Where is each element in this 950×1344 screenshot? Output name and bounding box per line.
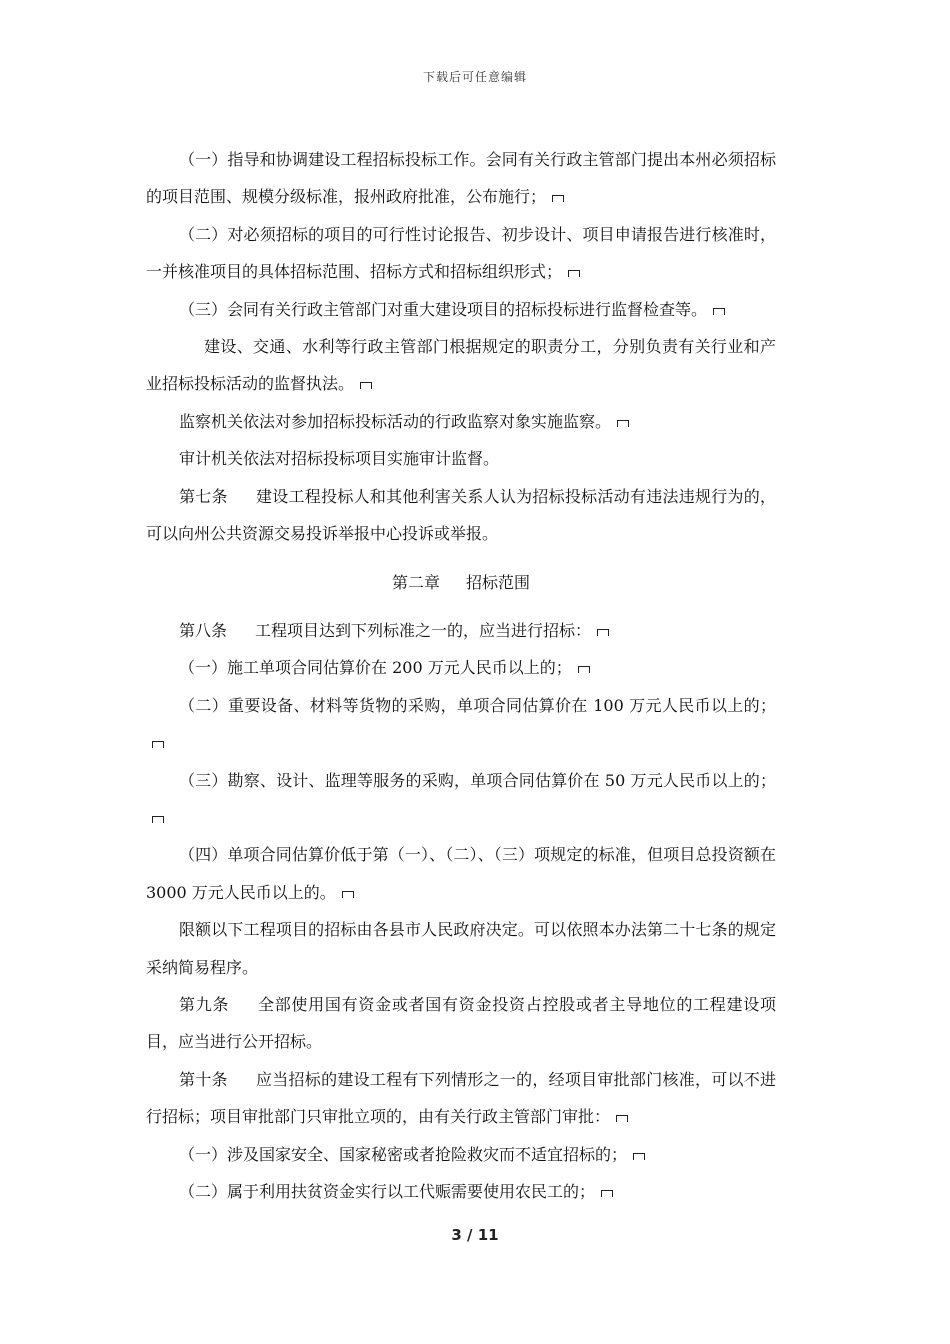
article-8: 第八条 工程项目达到下列标准之一的，应当进行招标： bbox=[146, 612, 776, 649]
paragraph-mark-icon bbox=[578, 666, 590, 673]
chapter-title: 招标范围 bbox=[466, 573, 531, 593]
chapter-heading bbox=[146, 564, 776, 601]
article-label: 第十条 bbox=[179, 1069, 228, 1089]
paragraph: 监察机关依法对参加招标投标活动的行政监察对象实施监察。 bbox=[146, 403, 776, 440]
paragraph-mark-icon bbox=[616, 1115, 628, 1122]
paragraph-mark-icon bbox=[597, 629, 609, 636]
paragraph: （三）勘察、设计、监理等服务的采购，单项合同估算价在 50 万元人民币以上的； bbox=[146, 762, 776, 837]
chapter-label: 第二章 bbox=[391, 573, 440, 593]
paragraph: 建设、交通、水利等行政主管部门根据规定的职责分工，分别负责有关行业和产业招标投标活动的监督执法。 bbox=[146, 337, 776, 394]
paragraph-mark-icon bbox=[568, 270, 580, 277]
paragraph: （三）会同有关行政主管部门对重大建设项目的招标投标进行监督检查等。 bbox=[146, 291, 776, 328]
article-9: 第九条 全部使用国有资金或者国有资金投资占控股或者主导地位的工程建设项目，应当进行公开招标。 bbox=[146, 994, 776, 1052]
paragraph-mark-icon bbox=[342, 891, 354, 898]
paragraph-mark-icon bbox=[713, 308, 725, 315]
paragraph: （二）对必须招标的项目的可行性讨论报告、初步设计、项目申请报告进行核准时，一并核准项目的具体招标范围、招标方式和招标组织形式； bbox=[146, 224, 776, 282]
paragraph-mark-icon bbox=[552, 195, 564, 202]
paragraph: 审计机关依法对招标投标项目实施审计监督。 bbox=[179, 449, 500, 469]
paragraph: （二）属于利用扶贫资金实行以工代赈需要使用农民工的； bbox=[146, 1173, 776, 1210]
document-body bbox=[146, 141, 776, 1210]
paragraph-mark-icon bbox=[601, 1190, 613, 1197]
paragraph: （二）重要设备、材料等货物的采购，单项合同估算价在 100 万元人民币以上的； bbox=[146, 687, 776, 762]
paragraph-mark-icon bbox=[152, 741, 164, 748]
article-7: 第七条 建设工程投标人和其他利害关系人认为招标投标活动有违法违规行为的，可以向州公共资源交易投诉举报中心投诉或举报。 bbox=[146, 486, 776, 544]
page-header-note: 下载后可任意编辑 bbox=[422, 70, 527, 84]
paragraph-mark-icon bbox=[360, 382, 372, 389]
paragraph: （一）涉及国家安全、国家秘密或者抢险救灾而不适宜招标的； bbox=[146, 1136, 776, 1173]
page-number: 3 / 11 bbox=[451, 1226, 499, 1244]
paragraph: 限额以下工程项目的招标由各县市人民政府决定。可以依照本办法第二十七条的规定采纳简易程序。 bbox=[146, 920, 776, 977]
article-label: 第七条 bbox=[179, 486, 228, 506]
article-label: 第八条 bbox=[179, 620, 228, 640]
paragraph: （一）施工单项合同估算价在 200 万元人民币以上的； bbox=[146, 649, 776, 686]
paragraph: （一）指导和协调建设工程招标投标工作。会同有关行政主管部门提出本州必须招标的项目范围、规模分级标准，报州政府批准，公布施行； bbox=[146, 150, 776, 207]
paragraph-mark-icon bbox=[152, 816, 164, 823]
paragraph: （四）单项合同估算价低于第（一）、（二）、（三）项规定的标准，但项目总投资额在 3000 万元人民币以上的。 bbox=[146, 845, 776, 902]
article-10: 第十条 应当招标的建设工程有下列情形之一的，经项目审批部门核准，可以不进行招标；项目审批部门只审批立项的，由有关行政主管部门审批： bbox=[146, 1069, 776, 1127]
paragraph-mark-icon bbox=[617, 420, 629, 427]
article-label: 第九条 bbox=[179, 994, 230, 1014]
paragraph-mark-icon bbox=[633, 1153, 645, 1160]
